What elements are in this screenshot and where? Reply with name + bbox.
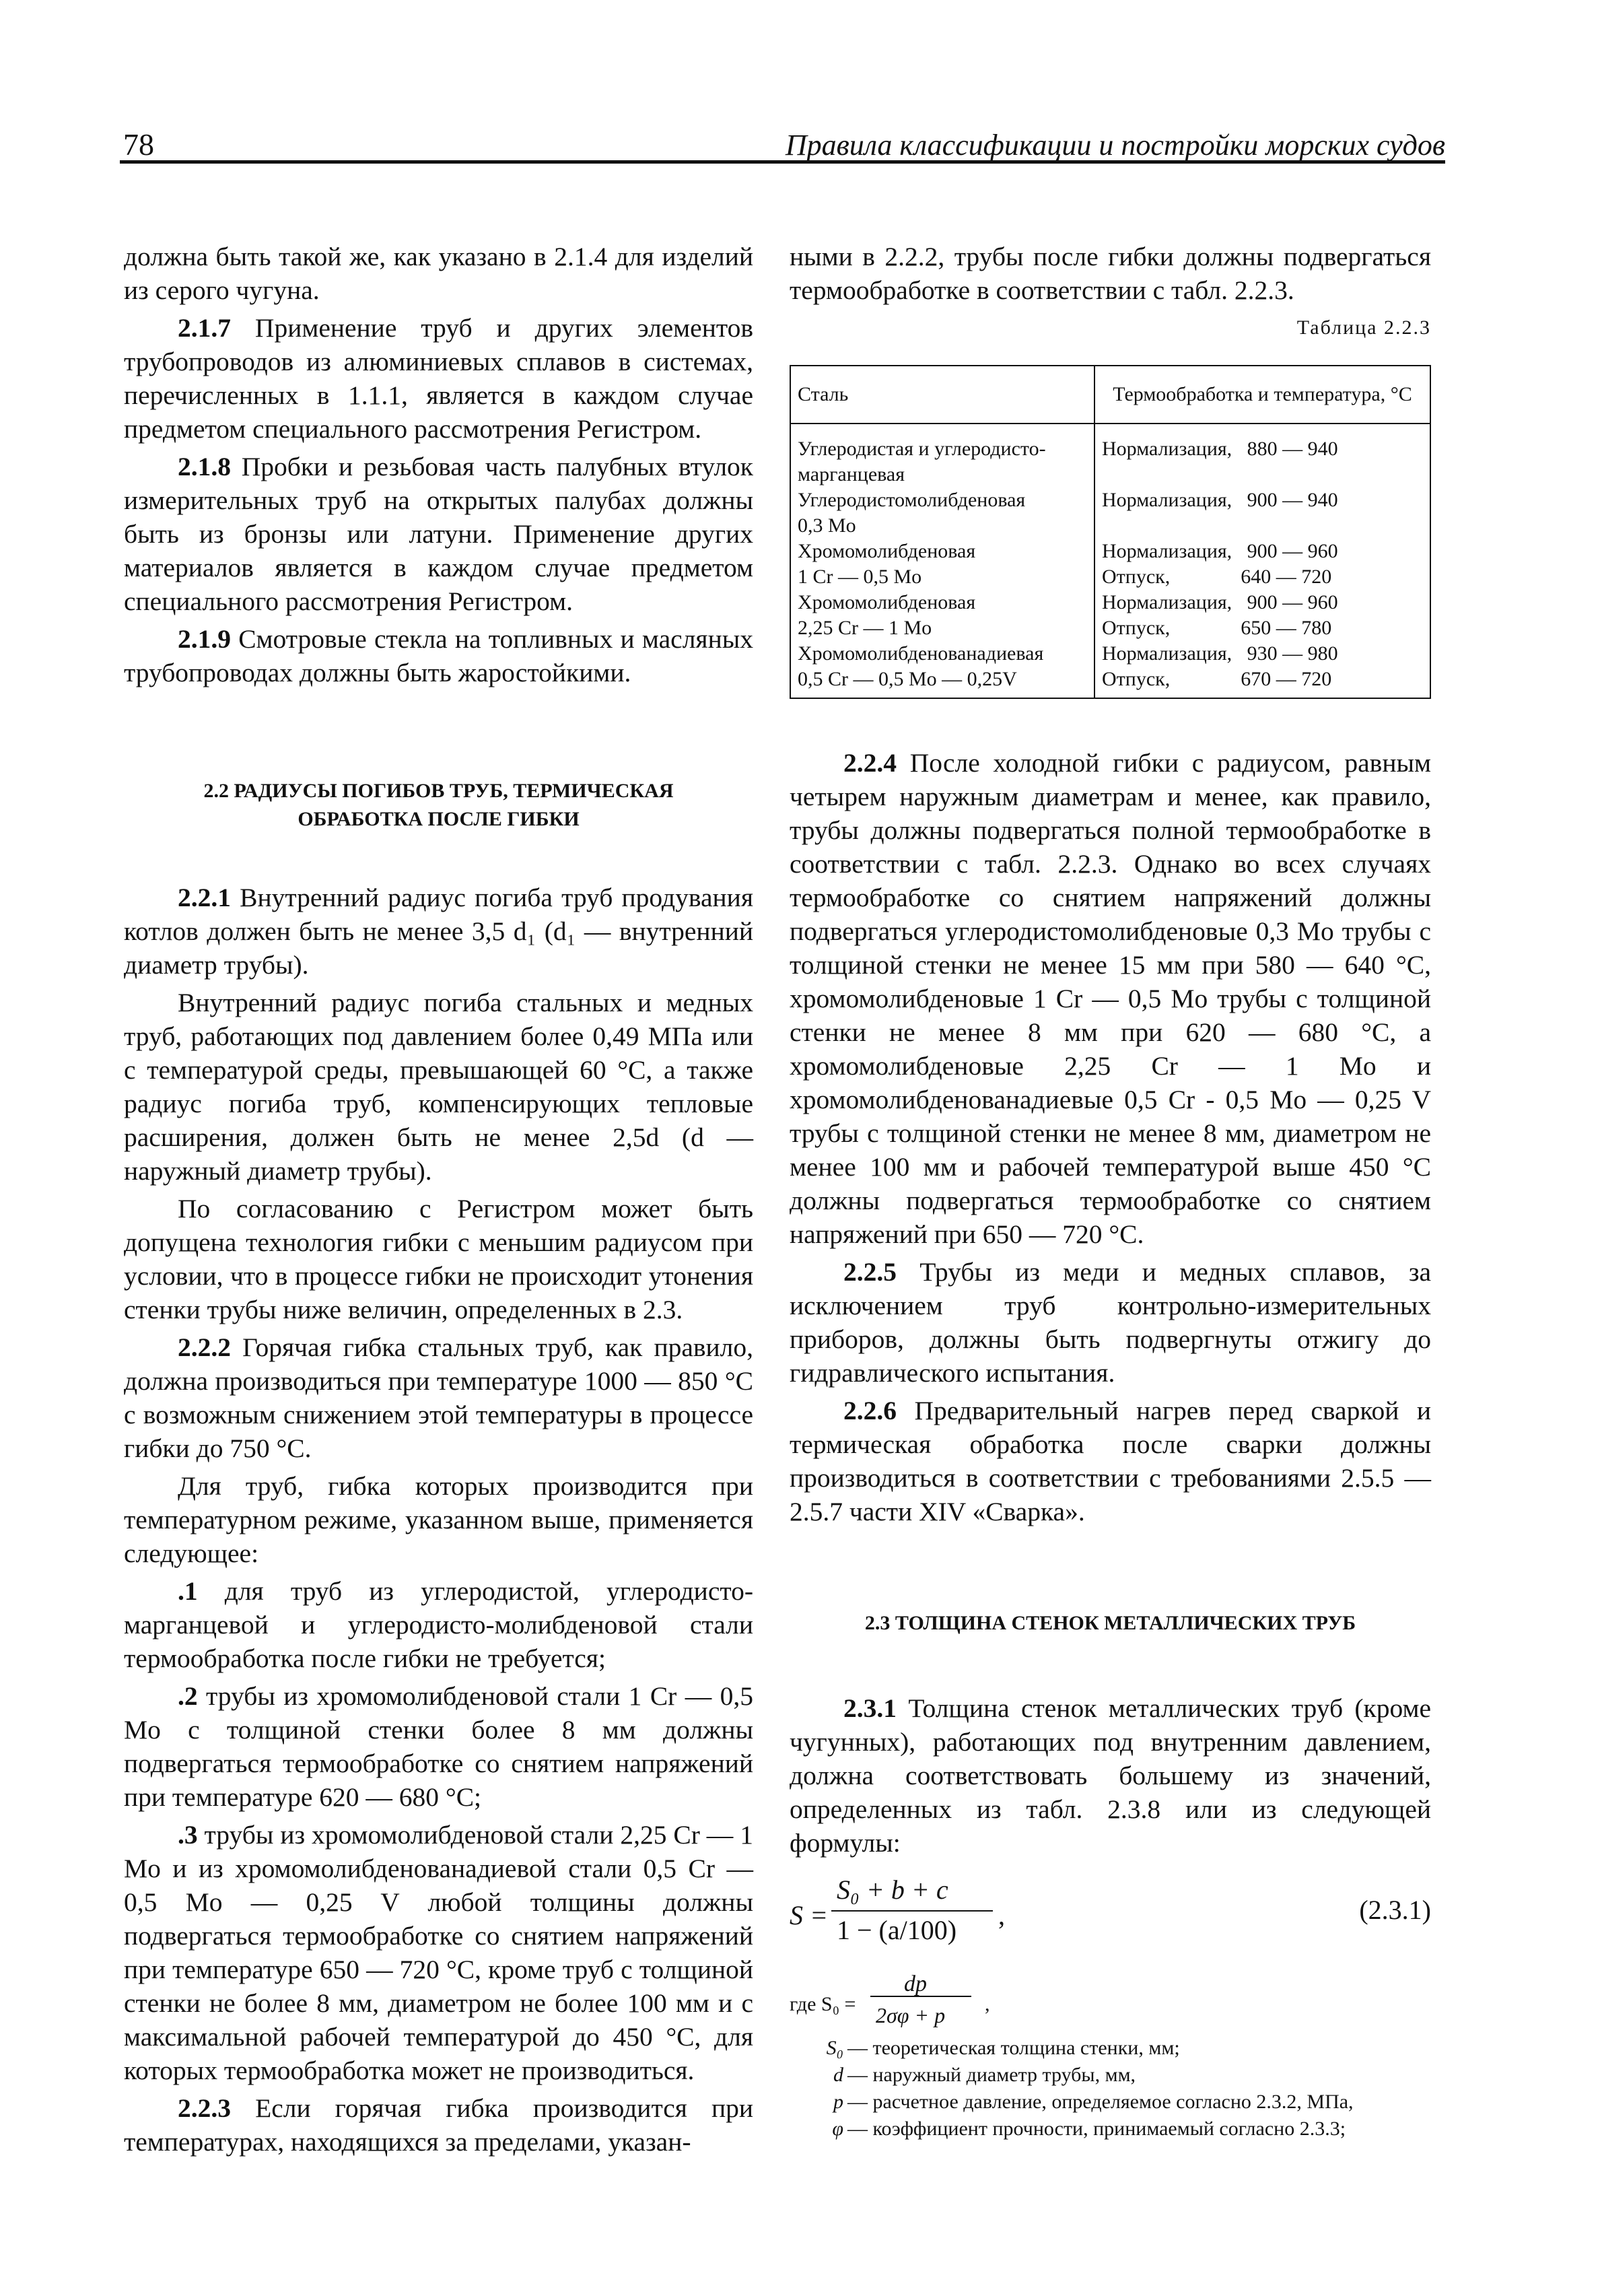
formula-2-3-1 [790, 1873, 1431, 1974]
section-number: 2.2.3 [178, 2093, 231, 2123]
legend-text: — наружный диаметр трубы, мм, [847, 2064, 1136, 2086]
legend-text: — коэффициент прочности, принимаемый согласно 2.3.3; [847, 2118, 1346, 2140]
steel-line: Хромомолибденовая [798, 540, 976, 562]
formula-number: (2.3.1) [1359, 1895, 1431, 1925]
treatment-line: Отпуск, 640 — 720 [1102, 566, 1332, 588]
legend-item [790, 2035, 1431, 2062]
section-2-3-1 [790, 1691, 1431, 1860]
section-number: 2.1.9 [178, 624, 231, 654]
section-text: Если горячая гибка производится при температурах, находящихся за пределами, указан- [124, 2093, 753, 2157]
left-column [124, 240, 753, 2159]
table-caption: Таблица 2.2.3 [1296, 316, 1431, 339]
section-2-2-2 [124, 1330, 753, 1465]
section-number: 2.2.4 [843, 748, 897, 778]
paragraph-register: По согласованию с Регистром может быть допущена технология гибки с меньшим радиусом при условии, что в процессе гибки не происходит утонения стенки трубы ниже величин, определенных в 2.3. [124, 1194, 753, 1324]
section-text: После холодной гибки с радиусом, равным четырем наружным диаметрам и менее, как правило, трубы должны подвергаться полной термообработке в соответствии с табл. 2.2.3. Однако во всех случаях термообработке со снятием напряжений должны подвергаться углеродистомолибденовые 0,3 Mo трубы с толщиной стенки не менее 15 мм при 580 — 640 °С, хромомолибденовые 1 Cr — 0,5 Mo трубы с толщиной стенки не менее 8 мм при 620 — 680 °С, а хромомолибденовые 2,25 Cr — 1 Mo и хромомолибденованадиевые 0,5 Cr - 0,5 Mo — 0,25 V трубы с толщиной стенки не менее 8 мм, диаметром не менее 100 мм и рабочей температурой выше 450 °С должны подвергаться термообработке со снятием напряжений при 650 — 720 °С. [790, 748, 1431, 1249]
steel-line: марганцевая [798, 463, 905, 485]
legend-item [790, 2062, 1431, 2089]
section-text: Внутренний радиус погиба труб продувания котлов должен быть не менее 3,5 d₁ (d₁ — внутренний диаметр трубы). [124, 883, 753, 980]
steel-line: Углеродистомолибденовая [798, 489, 1026, 511]
legend-text: — теоретическая толщина стенки, мм; [847, 2037, 1180, 2059]
legend-item [790, 2116, 1431, 2142]
list-item-1 [124, 1574, 753, 1675]
item-text: для труб из углеродистой, углеродисто-марганцевой и углеродисто-молибденовой стали термообработка после гибки не требуется; [124, 1576, 753, 1673]
formula-where: где S₀ = [790, 1993, 856, 2015]
legend-item [790, 2089, 1431, 2116]
section-number: 2.2.5 [843, 1257, 897, 1287]
formula-legend [790, 2035, 1431, 2142]
steel-column [790, 424, 1094, 698]
fraction-bar [870, 1996, 971, 1997]
formula-comma: , [985, 1993, 990, 2015]
steel-line: Хромомолибденованадиевая [798, 642, 1044, 665]
paragraph-cont: должна быть такой же, как указано в 2.1.4 для изделий из серого чугуна. [124, 242, 753, 305]
header-rule [120, 160, 1445, 164]
section-number: 2.2.2 [178, 1332, 231, 1362]
treatment-line: Нормализация, 900 — 960 [1102, 591, 1338, 613]
steel-line: Углеродистая и углеродисто- [798, 438, 1046, 460]
table-body-row [790, 424, 1430, 698]
steel-line: 0,3 Mo [798, 514, 856, 537]
steel-line: Хромомолибденовая [798, 591, 976, 613]
formula-s0-denominator: 2σφ + p [876, 2003, 946, 2027]
list-item-2 [124, 1679, 753, 1814]
steel-line: 0,5 Cr — 0,5 Mo — 0,25V [798, 668, 1017, 690]
legend-symbol: S₀ [826, 2037, 843, 2059]
item-number: .3 [178, 1820, 198, 1850]
item-text: трубы из хромомолибденовой стали 1 Cr — 0,5 Mo с толщиной стенки более 8 мм должны подвергаться термообработке со снятием напряжений при температуре 620 — 680 °С; [124, 1681, 753, 1812]
legend-symbol: φ [832, 2118, 843, 2140]
item-number: .1 [178, 1576, 198, 1606]
section-number: 2.3.1 [843, 1693, 897, 1723]
table-header-steel: Сталь [790, 366, 1094, 424]
formula-comma: , [998, 1900, 1005, 1930]
treatment-column [1094, 424, 1430, 698]
treatment-line: Отпуск, 650 — 780 [1102, 617, 1332, 639]
item-number: .2 [178, 1681, 198, 1711]
section-2-2-3 [124, 2091, 753, 2159]
section-number: 2.2.6 [843, 1396, 897, 1425]
treatment-line: Нормализация, 880 — 940 [1102, 438, 1338, 460]
section-2-1-7 [124, 311, 753, 446]
section-2-2-5 [790, 1255, 1431, 1390]
item-text: трубы из хромомолибденовой стали 2,25 Cr — 1 Mo и из хромомолибденованадиевой стали 0,5 Cr — 0,5 Mo — 0,25 V любой толщины должны подвергаться термообработке со снятием напряжений при температуре 650 — 720 °С, кроме труб с толщиной стенки не более 8 мм, диаметром не более 100 мм и с максимальной рабочей температурой до 450 °С, для которых термообработка может не производиться. [124, 1820, 753, 2085]
section-2-2-6 [790, 1394, 1431, 1528]
right-column [790, 240, 1431, 2142]
treatment-line: Нормализация, 930 — 980 [1102, 642, 1338, 665]
section-2-2-4 [790, 746, 1431, 1251]
formula-lhs: S = [790, 1900, 828, 1930]
treatment-line: Нормализация, 900 — 960 [1102, 540, 1338, 562]
formula-s0-numerator: dp [904, 1971, 927, 1996]
treatment-line: Отпуск, 670 — 720 [1102, 668, 1332, 690]
section-number: 2.1.8 [178, 452, 231, 481]
table-header-row [790, 366, 1430, 424]
section-heading-2-3: 2.3 ТОЛЩИНА СТЕНОК МЕТАЛЛИЧЕСКИХ ТРУБ [864, 1612, 1356, 1634]
paragraph-cont: ными в 2.2.2, трубы после гибки должны подвергаться термообработке в соответствии с табл. 2.2.3. [790, 242, 1431, 305]
legend-symbol: d [833, 2064, 843, 2086]
steel-line: 2,25 Cr — 1 Mo [798, 617, 932, 639]
section-2-1-8 [124, 450, 753, 618]
treatment-line: Нормализация, 900 — 940 [1102, 489, 1338, 511]
section-text: Горячая гибка стальных труб, как правило, должна производиться при температуре 1000 — 850 °С с возможным снижением этой температуры в процессе гибки до 750 °С. [124, 1332, 753, 1463]
section-heading-2-2: 2.2 РАДИУСЫ ПОГИБОВ ТРУБ, ТЕРМИЧЕСКАЯ ОБРАБОТКА ПОСЛЕ ГИБКИ [203, 780, 674, 830]
formula-denominator: 1 − (a/100) [837, 1915, 957, 1945]
formula-s0 [790, 1967, 1431, 2028]
heat-treatment-table [790, 365, 1431, 699]
section-text: Применение труб и других элементов трубопроводов из алюминиевых сплавов в системах, перечисленных в 1.1.1, является в каждом случае предметом специального рассмотрения Регистром. [124, 313, 753, 444]
section-number: 2.1.7 [178, 313, 231, 343]
page-number: 78 [123, 127, 154, 162]
running-title: Правила классификации и постройки морских судов [785, 129, 1445, 162]
treatment-line [1102, 513, 1423, 539]
section-number: 2.2.1 [178, 883, 231, 912]
formula-numerator: S₀ + b + c [837, 1875, 948, 1905]
steel-line: 1 Cr — 0,5 Mo [798, 566, 922, 588]
section-text: Смотровые стекла на топливных и масляных трубопроводах должны быть жаростойкими. [124, 624, 753, 687]
fraction-bar [831, 1910, 993, 1912]
legend-symbol: p [833, 2091, 843, 2113]
section-text: Предварительный нагрев перед сваркой и термическая обработка после сварки должны производиться в соответствии с требованиями 2.5.5 — 2.5.7 части XIV «Сварка». [790, 1396, 1431, 1526]
section-2-1-9 [124, 622, 753, 689]
section-text: Трубы из меди и медных сплавов, за исключением труб контрольно-измерительных приборов, должны быть подвергнуты отжигу до гидравлического испытания. [790, 1257, 1431, 1388]
section-2-2-1 [124, 881, 753, 982]
table-header-treatment: Термообработка и температура, °С [1094, 366, 1430, 424]
section-text: Толщина стенок металлических труб (кроме чугунных), работающих под внутренним давлением, должна соответствовать большему из значений, определенных из табл. 2.3.8 или из следующей формулы: [790, 1693, 1431, 1858]
list-item-3 [124, 1818, 753, 2087]
formula-symbol: S [790, 1900, 803, 1930]
section-text: Пробки и резьбовая часть палубных втулок измерительных труб на открытых палубах должны быть из бронзы или латуни. Применение других материалов является в каждом случае предметом специального рассмотрения Регистром. [124, 452, 753, 616]
treatment-line [1102, 462, 1423, 487]
paragraph-for-pipes: Для труб, гибка которых производится при температурном режиме, указанном выше, применяется следующее: [124, 1471, 753, 1568]
paragraph-radius: Внутренний радиус погиба стальных и медных труб, работающих под давлением более 0,49 МПа или с температурой среды, превышающей 60 °С, а также радиус погиба труб, компенсирующих тепловые расширения, должен быть не менее 2,5d (d — наружный диаметр трубы). [124, 988, 753, 1186]
legend-text: — расчетное давление, определяемое согласно 2.3.2, МПа, [847, 2091, 1354, 2113]
